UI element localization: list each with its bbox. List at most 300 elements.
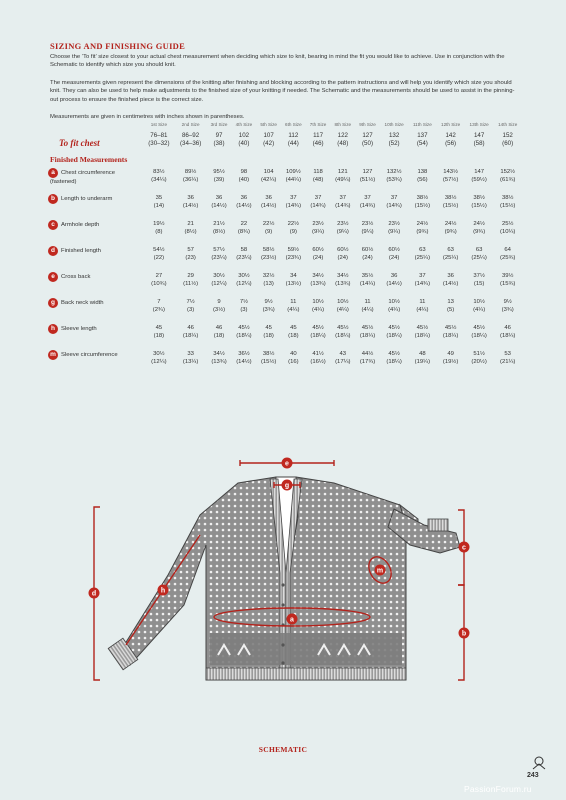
- value-in: (3¾): [262, 307, 275, 313]
- measurement-row: [50, 270, 522, 296]
- value-in: (8¾): [237, 229, 250, 235]
- value-cm: 138: [417, 169, 428, 175]
- to-fit-cm: 76–81: [150, 132, 168, 139]
- value-cm: 37: [290, 195, 297, 201]
- measurement-value: [206, 270, 231, 296]
- value-cm: 19½: [153, 221, 165, 227]
- measurement-value: [408, 166, 436, 192]
- value-cm: 36½: [238, 351, 250, 357]
- measurement-name: Back neck width: [61, 300, 104, 306]
- measurement-value: [436, 166, 465, 192]
- value-cm: 60½: [337, 247, 349, 253]
- value-cm: 37: [339, 195, 347, 201]
- value-in: (18¼): [386, 333, 402, 339]
- value-cm: 49: [447, 351, 454, 357]
- measurement-name: Finished length: [61, 248, 101, 254]
- value-cm: 45½: [444, 325, 457, 331]
- value-in: (18¼): [386, 359, 402, 365]
- value-cm: 30½: [238, 273, 250, 279]
- value-in: (3): [240, 307, 248, 313]
- measurement-badge: e: [48, 272, 58, 282]
- measurement-value: [355, 218, 380, 244]
- measurement-value: [355, 296, 380, 322]
- measurement-value: [281, 166, 306, 192]
- size-header: 11th Size: [412, 122, 432, 127]
- value-in: (51½): [359, 177, 376, 183]
- value-cm: 10½: [312, 299, 324, 305]
- measurement-value: [306, 270, 331, 296]
- measurement-value: [281, 296, 306, 322]
- watermark: PassionForum.ru: [464, 784, 532, 794]
- value-cm: 104: [263, 169, 274, 175]
- value-in: (25¼): [414, 255, 431, 261]
- measurement-value: [281, 218, 306, 244]
- measurement-value: [175, 166, 207, 192]
- measurement-value: [355, 348, 380, 374]
- value-in: (14½): [260, 203, 277, 209]
- value-cm: 118: [313, 169, 323, 175]
- to-fit-cm: 102: [238, 132, 250, 139]
- to-fit-in: (44): [287, 140, 299, 147]
- measurement-value: [493, 322, 522, 348]
- measurement-name: Chest circumference (fastened): [50, 170, 116, 185]
- to-fit-in: (40): [238, 140, 250, 147]
- measurement-value: [355, 322, 380, 348]
- to-fit-cm: 142: [445, 132, 456, 139]
- value-in: (20½): [471, 359, 487, 365]
- value-cm: 35½: [361, 273, 374, 279]
- value-cm: 63: [447, 247, 454, 253]
- measurement-value: [465, 218, 494, 244]
- value-in: (53¾): [386, 177, 402, 183]
- value-in: (14½): [442, 281, 459, 287]
- value-in: (4¼): [336, 307, 349, 313]
- measurement-value: [408, 348, 436, 374]
- value-in: (59½): [471, 177, 487, 183]
- measurement-value: [256, 166, 281, 192]
- measurement-value: [232, 244, 257, 270]
- value-in: (44¼): [285, 177, 302, 183]
- value-cm: 132½: [386, 169, 402, 175]
- measurement-value: [256, 218, 281, 244]
- to-fit-value: [175, 131, 207, 154]
- measurement-value: [408, 296, 436, 322]
- value-in: (12¼): [211, 281, 227, 287]
- value-in: (34¼): [151, 177, 167, 183]
- label-h: h: [160, 587, 166, 595]
- size-header: 6th Size: [285, 122, 302, 127]
- measurement-value: [330, 192, 355, 218]
- value-cm: 21½: [213, 221, 225, 227]
- to-fit-in: (52): [388, 140, 400, 147]
- value-in: (4¼): [416, 307, 429, 313]
- size-header: 14th Size: [498, 122, 518, 127]
- measurement-value: [330, 218, 355, 244]
- value-cm: 59½: [287, 247, 300, 253]
- measurement-value: [380, 348, 409, 374]
- value-cm: 21: [187, 221, 194, 227]
- to-fit-value: [465, 131, 494, 154]
- measurement-value: [175, 244, 207, 270]
- measurement-value: [175, 218, 207, 244]
- value-in: (17¾): [359, 359, 376, 365]
- value-in: (19½): [442, 359, 459, 365]
- value-in: (13¼): [182, 359, 199, 365]
- measurement-value: [436, 270, 465, 296]
- measurement-value: [232, 296, 257, 322]
- measurement-value: [465, 348, 494, 374]
- to-fit-cm: 132: [388, 132, 400, 139]
- measurement-row: [50, 322, 522, 348]
- value-in: (14½): [386, 281, 402, 287]
- to-fit-cm: 117: [313, 132, 324, 139]
- value-cm: 46: [187, 325, 194, 331]
- value-in: (15½): [442, 203, 459, 209]
- value-cm: 45: [290, 325, 297, 331]
- value-cm: 24½: [444, 221, 457, 227]
- size-header: 8th Size: [334, 122, 352, 127]
- value-in: (12¼): [151, 359, 167, 365]
- measurement-value: [232, 322, 257, 348]
- size-header: 4th Size: [235, 122, 253, 127]
- value-cm: 63: [475, 247, 483, 253]
- value-cm: 7: [157, 299, 161, 305]
- measurement-value: [256, 296, 281, 322]
- measurement-value: [408, 322, 436, 348]
- value-in: (24): [362, 255, 373, 261]
- value-in: (61¾): [499, 177, 516, 183]
- value-cm: 13: [447, 299, 454, 305]
- measurement-value: [256, 348, 281, 374]
- measurement-name: Cross back: [61, 274, 91, 280]
- value-in: (24): [312, 255, 324, 261]
- value-in: (4¼): [361, 307, 374, 313]
- measurement-value: [306, 244, 331, 270]
- to-fit-in: (30–32): [148, 140, 170, 147]
- value-cm: 37: [419, 273, 426, 279]
- value-in: (3½): [212, 307, 226, 313]
- measurement-name: Sleeve circumference: [61, 352, 118, 358]
- value-cm: 34½: [337, 273, 349, 279]
- value-in: (3): [187, 307, 195, 313]
- to-fit-value: [330, 131, 355, 154]
- value-in: (18¼): [414, 333, 431, 339]
- to-fit-value: [493, 131, 522, 154]
- measurement-badge: b: [48, 194, 58, 204]
- measurement-value: [306, 218, 331, 244]
- value-in: (5): [447, 307, 455, 313]
- value-cm: 7½: [186, 299, 195, 305]
- value-in: (14½): [236, 203, 252, 209]
- value-in: (36¼): [182, 177, 199, 183]
- size-header: 3rd Size: [210, 122, 228, 127]
- to-fit-value: [143, 131, 175, 154]
- measurement-value: [206, 192, 231, 218]
- measurement-value: [143, 270, 175, 296]
- value-cm: 22½: [287, 221, 300, 227]
- right-cuff: [428, 519, 448, 531]
- value-in: (22): [153, 255, 165, 261]
- value-cm: 45: [155, 325, 163, 331]
- value-in: (15): [473, 281, 485, 287]
- measurement-value: [380, 192, 409, 218]
- value-in: (14¾): [310, 203, 326, 209]
- measurement-value: [465, 244, 494, 270]
- to-fit-value: [281, 131, 306, 154]
- value-in: (24): [337, 255, 349, 261]
- measurement-value: [493, 192, 522, 218]
- measurement-row: [50, 296, 522, 322]
- measurement-value: [380, 296, 409, 322]
- hem-rib: [206, 668, 406, 680]
- value-in: (14¾): [359, 203, 376, 209]
- value-cm: 58½: [262, 247, 275, 253]
- measurement-label: [50, 296, 143, 322]
- value-cm: 89½: [184, 169, 197, 175]
- measurement-value: [175, 270, 207, 296]
- measurement-value: [330, 270, 355, 296]
- value-cm: 36: [187, 195, 194, 201]
- value-cm: 57½: [213, 247, 225, 253]
- to-fit-in: (54): [416, 140, 428, 147]
- value-cm: 51½: [473, 351, 485, 357]
- value-in: (15½): [414, 203, 431, 209]
- value-in: (56): [417, 177, 428, 183]
- value-in: (9¾): [416, 229, 429, 235]
- value-cm: 11: [290, 299, 297, 305]
- to-fit-cm: 127: [362, 132, 373, 139]
- measurement-value: [493, 166, 522, 192]
- value-cm: 60½: [361, 247, 374, 253]
- value-in: (49¼): [335, 177, 351, 183]
- value-in: (9¼): [336, 229, 349, 235]
- size-header: 9th Size: [359, 122, 376, 127]
- value-in: (25¼): [442, 255, 459, 261]
- value-in: (10¼): [499, 229, 516, 235]
- measurement-value: [493, 244, 522, 270]
- fair-isle-band: [210, 633, 402, 665]
- measurement-value: [465, 166, 494, 192]
- value-cm: 98: [240, 169, 248, 175]
- measurement-value: [256, 192, 281, 218]
- measurement-value: [306, 192, 331, 218]
- measurement-value: [281, 192, 306, 218]
- size-header: 10th Size: [384, 122, 404, 127]
- label-m: m: [376, 567, 384, 575]
- measurement-value: [143, 348, 175, 374]
- value-in: (8): [155, 229, 163, 235]
- to-fit-cm: 107: [263, 132, 274, 139]
- measurement-value: [306, 166, 331, 192]
- value-cm: 121: [337, 169, 348, 175]
- measurement-value: [256, 270, 281, 296]
- value-cm: 30½: [153, 351, 165, 357]
- value-in: (4¼): [312, 307, 325, 313]
- value-cm: 45½: [337, 325, 349, 331]
- value-cm: 95½: [213, 169, 225, 175]
- to-fit-in: (58): [473, 140, 485, 147]
- measurement-value: [436, 218, 465, 244]
- size-header: 13th Size: [469, 122, 489, 127]
- to-fit-cm: 86–92: [181, 132, 200, 139]
- measurement-value: [380, 322, 409, 348]
- measurement-value: [232, 218, 257, 244]
- measurement-value: [330, 322, 355, 348]
- value-in: (14¾): [414, 281, 431, 287]
- value-cm: 7½: [239, 299, 249, 305]
- measurement-value: [330, 166, 355, 192]
- to-fit-cm: 147: [473, 132, 485, 139]
- value-cm: 43: [339, 351, 347, 357]
- value-in: (23½): [260, 255, 277, 261]
- measurement-label: [50, 218, 143, 244]
- value-cm: 152½: [500, 169, 516, 175]
- value-cm: 29: [187, 273, 194, 279]
- value-in: (12¼): [236, 281, 252, 287]
- to-fit-in: (56): [445, 140, 457, 147]
- measurement-name: Length to underarm: [61, 196, 113, 202]
- value-in: (15½): [499, 203, 516, 209]
- value-cm: 36: [390, 273, 398, 279]
- measurement-row: [50, 244, 522, 270]
- measurement-name: Sleeve length: [61, 326, 97, 332]
- value-cm: 23½: [361, 221, 374, 227]
- value-in: (18¼): [442, 333, 459, 339]
- value-in: (18¼): [182, 333, 199, 339]
- value-cm: 36: [265, 195, 272, 201]
- to-fit-value: [232, 131, 257, 154]
- measurement-value: [436, 192, 465, 218]
- value-in: (4¼): [388, 307, 401, 313]
- measurement-value: [493, 348, 522, 374]
- to-fit-in: (46): [312, 140, 324, 147]
- value-cm: 63: [419, 247, 426, 253]
- measurement-value: [206, 244, 231, 270]
- value-in: (18¼): [310, 333, 326, 339]
- value-in: (23¼): [211, 255, 227, 261]
- value-in: (25¼): [471, 255, 487, 261]
- measurement-row: [50, 192, 522, 218]
- value-cm: 23½: [337, 221, 349, 227]
- value-in: (18): [263, 333, 274, 339]
- measurement-badge: g: [48, 298, 58, 308]
- value-in: (15¾): [499, 281, 516, 287]
- value-cm: 34: [290, 273, 297, 279]
- value-cm: 22½: [262, 221, 275, 227]
- value-in: (57½): [442, 177, 459, 183]
- value-in: (9¼): [388, 229, 401, 235]
- value-in: (18): [213, 333, 225, 339]
- to-fit-value: [206, 131, 231, 154]
- value-cm: 38½: [416, 195, 429, 201]
- value-in: (14½): [236, 359, 252, 365]
- to-fit-row: [50, 131, 522, 154]
- value-cm: 53: [504, 351, 511, 357]
- measurement-value: [380, 244, 409, 270]
- value-in: (3¾): [501, 307, 514, 313]
- value-cm: 36: [447, 273, 454, 279]
- to-fit-value: [355, 131, 380, 154]
- value-cm: 39½: [501, 273, 514, 279]
- value-in: (9): [265, 229, 273, 235]
- measurement-value: [355, 244, 380, 270]
- measurement-value: [232, 192, 257, 218]
- measurement-value: [256, 322, 281, 348]
- measurement-badge: d: [48, 246, 58, 256]
- value-cm: 45½: [361, 325, 374, 331]
- value-cm: 34½: [312, 273, 324, 279]
- measurement-value: [408, 192, 436, 218]
- measurement-value: [143, 166, 175, 192]
- value-cm: 22: [240, 221, 248, 227]
- value-in: (9¼): [361, 229, 374, 235]
- value-in: (14¼): [359, 281, 376, 287]
- value-in: (9¼): [312, 229, 325, 235]
- value-in: (42¼): [260, 177, 277, 183]
- measurement-value: [281, 322, 306, 348]
- measurement-value: [206, 166, 231, 192]
- value-cm: 44½: [361, 351, 374, 357]
- value-cm: 37: [390, 195, 398, 201]
- value-cm: 27: [155, 273, 163, 279]
- value-in: (11½): [183, 281, 199, 287]
- measurement-value: [175, 192, 207, 218]
- value-cm: 11: [364, 299, 371, 305]
- value-in: (19¼): [414, 359, 431, 365]
- measurement-value: [175, 296, 207, 322]
- measurement-value: [465, 192, 494, 218]
- value-cm: 58: [240, 247, 248, 253]
- measurement-label: [50, 244, 143, 270]
- label-d: d: [91, 590, 97, 598]
- measurement-label: [50, 322, 143, 348]
- value-cm: 40: [290, 351, 297, 357]
- to-fit-in: (34–36): [179, 140, 202, 147]
- measurement-value: [465, 322, 494, 348]
- to-fit-cm: 152: [502, 132, 513, 139]
- measurement-value: [493, 270, 522, 296]
- measurement-badge: h: [48, 324, 58, 334]
- value-in: (23¾): [285, 255, 302, 261]
- page-title: SIZING AND FINISHING GUIDE: [50, 41, 186, 51]
- value-in: (14½): [211, 203, 227, 209]
- measurement-value: [206, 218, 231, 244]
- measurement-value: [256, 244, 281, 270]
- value-cm: 60½: [388, 247, 400, 253]
- value-cm: 54½: [153, 247, 165, 253]
- value-cm: 36: [240, 195, 248, 201]
- measurement-value: [206, 348, 231, 374]
- value-in: (18¼): [471, 333, 487, 339]
- value-in: (23¼): [236, 255, 252, 261]
- value-cm: 37½: [473, 273, 485, 279]
- value-in: (14¾): [386, 203, 402, 209]
- measurement-value: [143, 244, 175, 270]
- measurement-row: [50, 348, 522, 374]
- units-note: Measurements are given in centimetres with inches shown in parentheses.: [50, 114, 245, 120]
- value-in: (14¾): [285, 203, 302, 209]
- measurement-value: [143, 322, 175, 348]
- to-fit-cm: 112: [288, 132, 299, 139]
- measurement-label: [50, 192, 143, 218]
- measurement-value: [306, 348, 331, 374]
- measurement-value: [355, 192, 380, 218]
- measurement-value: [330, 244, 355, 270]
- value-in: (24): [388, 255, 400, 261]
- measurement-value: [175, 348, 207, 374]
- value-in: (18¼): [236, 333, 252, 339]
- value-cm: 34½: [213, 351, 225, 357]
